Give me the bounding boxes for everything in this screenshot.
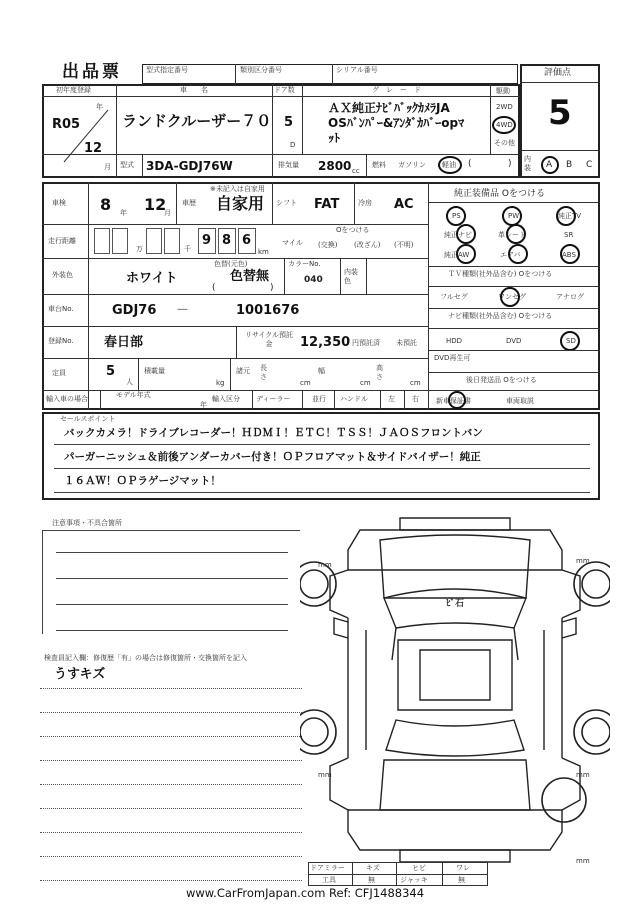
import-class-label: 輸入区分 <box>212 395 240 403</box>
interior-a-circle <box>541 156 559 174</box>
equip-abs: ABS <box>562 251 576 259</box>
tv-fullseg: フルセグ <box>440 293 468 301</box>
model-year-unit: 年 <box>200 401 207 409</box>
chip-damage-label: ﾋﾞ石 <box>446 599 465 609</box>
mileage-exchange: (交換) <box>318 241 338 249</box>
equip-ps-circle <box>446 206 466 226</box>
steering-label: ハンドル <box>340 395 368 403</box>
interior-a: A <box>546 160 553 170</box>
history-label: 車歴 <box>182 199 196 207</box>
mileage-sen-unit: 千 <box>184 245 191 253</box>
equip-leather-circle <box>506 224 526 244</box>
capacity-label: 定員 <box>52 369 66 377</box>
inspection-label: 車検 <box>52 199 66 207</box>
doors-value: 5 <box>284 115 294 130</box>
import-label: 輸入車の場合 <box>46 395 88 403</box>
inspection-year-unit: 年 <box>120 209 127 217</box>
first-reg-label: 初年度登録 <box>56 86 91 94</box>
width-unit: cm <box>360 379 371 387</box>
first-reg-year: R05 <box>52 117 81 132</box>
history-value: 自家用 <box>216 194 265 213</box>
chassis-number: 1001676 <box>236 303 300 318</box>
car-damage-diagram <box>300 510 610 866</box>
mm-front-right: mm <box>576 557 590 565</box>
repaint-value: 色替無 <box>230 269 270 284</box>
equip-sr: SR <box>564 231 574 239</box>
docs-warranty-circle <box>448 391 466 409</box>
legend-tools-value: 無 <box>368 876 375 884</box>
fuel-diesel: 軽油 <box>442 161 456 169</box>
import-parallel: 並行 <box>312 395 326 403</box>
factory-equipment-title: 純正装備品 Oをつける <box>454 189 545 199</box>
cooling-value: AC <box>394 197 414 212</box>
docs-warranty: 新車保証書 <box>436 397 471 405</box>
mileage-modified: (改ざん) <box>354 241 381 249</box>
tv-analog: アナログ <box>556 293 584 301</box>
length-label: 長さ <box>260 364 267 381</box>
mm-rear-right: mm <box>576 771 590 779</box>
inspector-label: 検査員記入欄：修復歴「有」の場合は修復箇所・交換箇所を記入 <box>44 654 247 662</box>
evaluation-score: 5 <box>548 93 572 133</box>
color-code-value: 040 <box>304 275 323 285</box>
grade-line-1: ＡＸ純正ﾅﾋﾞﾊﾞｯｸｶﾒﾗJA <box>328 101 450 115</box>
equip-airbag: エアバ <box>500 251 521 259</box>
equip-tv-circle <box>556 206 576 226</box>
equip-leather: 革シート <box>498 231 526 239</box>
drive-other: その他 <box>494 139 515 147</box>
equip-factory-tv: 純正TV <box>558 212 582 220</box>
legend-mirror: ドアミラー <box>310 864 345 872</box>
width-label: 幅 <box>318 367 325 375</box>
mileage-unknown: (不明) <box>394 241 414 249</box>
fuel-gasoline: ガソリン <box>398 161 426 169</box>
car-name: ランドクルーザー７０ <box>122 112 272 130</box>
dims-label: 諸元 <box>236 367 250 375</box>
shift-label: シフト <box>276 199 297 207</box>
navi-sd-circle <box>560 331 580 351</box>
year-unit: 年 <box>96 103 103 111</box>
recycle-amount: 12,350 <box>300 335 351 350</box>
model-value: 3DA-GDJ76W <box>146 159 233 173</box>
drive-label: 駆動 <box>496 87 510 95</box>
navi-sd: SD <box>566 337 576 345</box>
history-note: ※未記入は自家用 <box>210 185 265 193</box>
interior-label: 内装 <box>524 155 531 172</box>
displacement-unit: cc <box>352 167 360 175</box>
legend-tools: 工具 <box>322 876 336 884</box>
form-title: 出品票 <box>62 62 122 82</box>
docs-manual: 車両取説 <box>506 397 534 405</box>
chassis-label: 車台No. <box>48 305 74 313</box>
displacement-label: 排気量 <box>278 161 299 169</box>
interior-b: B <box>566 160 573 170</box>
serial-no-label: シリアル番号 <box>336 66 378 74</box>
first-reg-slash <box>58 103 114 166</box>
drive-2wd: 2WD <box>496 103 513 111</box>
length-unit: cm <box>300 379 311 387</box>
mm-front-left: mm <box>318 561 332 569</box>
chassis-dash: － <box>176 303 190 318</box>
inspector-note: うすキズ <box>54 667 106 682</box>
mm-rear-left: mm <box>318 771 332 779</box>
drive-4wd: 4WD <box>496 121 513 129</box>
sales-line-3: １６ＡＷ！ＯＰラゲージマット！ <box>64 475 221 487</box>
header-number-box <box>142 64 518 84</box>
model-year-label: モデル年式 <box>116 391 151 399</box>
mm-spare: mm <box>576 857 590 865</box>
registration-value: 春日部 <box>104 335 144 350</box>
tv-oneseg-circle <box>500 287 520 307</box>
dvd-playback: DVD再生可 <box>434 354 471 362</box>
category-no-label: 類別区分番号 <box>240 66 282 74</box>
model-label: 型式 <box>120 161 134 169</box>
fuel-diesel-circle <box>438 156 462 174</box>
navi-hdd: HDD <box>446 337 463 345</box>
equip-pw: PW <box>508 212 520 220</box>
fuel-label: 燃料 <box>372 161 386 169</box>
grade-line-3: ｯﾄ <box>328 131 341 145</box>
tv-oneseg: ワンセグ <box>498 293 526 301</box>
mileage-circle-note: Oをつける <box>336 226 370 234</box>
equip-navi-circle <box>456 224 476 244</box>
mileage-km-unit: km <box>258 248 269 256</box>
mileage-digit-3: 6 <box>242 233 252 248</box>
steering-left: 左 <box>388 395 395 403</box>
cooling-label: 冷房 <box>358 199 372 207</box>
capacity-value: 5 <box>106 364 116 379</box>
height-label: 高さ <box>376 364 383 381</box>
sales-points-label: セールスポイント <box>60 415 116 423</box>
month-unit: 月 <box>104 163 111 171</box>
model-cert-label: 型式指定番号 <box>146 66 188 74</box>
watermark-text: www.CarFromJapan.com Ref: CFJ1488344 <box>186 886 425 900</box>
legend-jack-value: 無 <box>458 876 465 884</box>
shift-value: FAT <box>314 197 340 212</box>
grade-label: グ レ ー ド <box>372 86 421 94</box>
sales-line-1: バックカメラ！ドライブレコーダー！ＨＤＭＩ！ＥＴＣ！ＴＳＳ！ＪＡＯＳフロントバン <box>64 427 483 439</box>
mileage-label: 走行距離 <box>48 237 76 245</box>
car-name-label: 車 名 <box>180 86 208 94</box>
interior-c: C <box>586 160 593 170</box>
load-unit: kg <box>216 379 225 387</box>
height-unit: cm <box>410 379 421 387</box>
inspection-year: 8 <box>100 195 112 214</box>
navi-dvd: DVD <box>506 337 522 345</box>
color-code-label: カラーNo. <box>288 260 321 268</box>
mileage-digit-2: 8 <box>222 233 232 248</box>
evaluation-label: 評価点 <box>544 68 572 78</box>
exterior-label: 外装色 <box>52 271 73 279</box>
inspection-month-unit: 月 <box>164 209 171 217</box>
legend-broken: ワレ <box>456 864 470 872</box>
first-reg-month: 12 <box>84 141 103 156</box>
legend-scratch: キズ <box>366 864 380 872</box>
import-dealer: ディーラー <box>256 395 291 403</box>
equip-ps: PS <box>452 212 461 220</box>
interior-color-label: 内装色 <box>344 268 358 285</box>
equip-aw-circle <box>456 244 476 264</box>
inspection-month: 12 <box>144 195 167 214</box>
equip-factory-navi: 純正ナビ <box>444 231 472 239</box>
sales-line-2: パーガーニッシュ＆前後アンダーカバー付き！ＯＰフロアマット＆サイドバイザー！純正 <box>64 451 481 463</box>
load-label: 積載量 <box>144 367 165 375</box>
navi-title: ナビ種類(社外品含む) Oをつける <box>448 312 553 320</box>
steering-right: 右 <box>412 395 419 403</box>
legend-crack: ヒビ <box>412 864 426 872</box>
doors-label: ドア数 <box>274 86 295 94</box>
caution-label: 注意事項・不具合箇所 <box>52 519 122 527</box>
grade-line-2: OSﾊﾞﾝﾊﾟｰ&ｱﾝﾀﾞｶﾊﾞｰopﾏ <box>328 116 465 130</box>
exterior-value: ホワイト <box>126 271 178 286</box>
legend-jack: ジャッキ <box>400 876 428 884</box>
equip-abs-circle <box>560 244 580 264</box>
capacity-unit: 人 <box>126 378 133 386</box>
mileage-digit-1: 9 <box>202 233 212 248</box>
mile-label: マイル <box>282 239 303 247</box>
doors-unit: D <box>290 141 296 149</box>
recycle-unpaid: 未預託 <box>396 339 417 347</box>
recycle-deposited: 円預託済 <box>352 339 380 347</box>
registration-label: 登録No. <box>48 337 74 345</box>
equip-pw-circle <box>502 206 522 226</box>
displacement-value: 2800 <box>318 159 352 173</box>
equip-factory-aw: 純正AW <box>444 251 470 259</box>
recycle-label: リサイクル預託金 <box>244 331 294 348</box>
equip-airbag-circle <box>508 244 528 264</box>
tv-title: ＴＶ種類(社外品含む) Oをつける <box>448 270 553 278</box>
color-org-label: 色替(元色) <box>214 260 248 268</box>
chassis-prefix: GDJ76 <box>112 303 157 318</box>
mileage-man-unit: 万 <box>136 245 143 253</box>
drive-4wd-circle <box>492 116 516 134</box>
docs-title: 後日発送品 Oをつける <box>466 376 537 384</box>
caution-area <box>42 530 300 634</box>
